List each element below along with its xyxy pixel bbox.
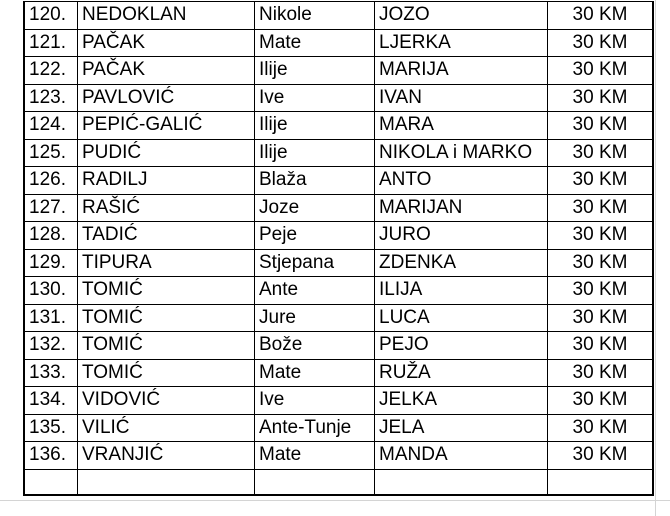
table-row xyxy=(24,249,653,277)
empty-row xyxy=(24,469,653,495)
cell-father-name[interactable]: Joze xyxy=(255,194,375,222)
cell-father-name[interactable]: Mate xyxy=(255,359,375,387)
empty-cell[interactable] xyxy=(24,469,78,495)
cell-father-name[interactable]: Mate xyxy=(255,29,375,57)
cell-last-name[interactable]: TOMIĆ xyxy=(78,277,255,305)
cell-number[interactable]: 130. xyxy=(24,277,78,305)
empty-cell[interactable] xyxy=(78,469,255,495)
cell-number[interactable]: 135. xyxy=(24,414,78,442)
cell-father-name[interactable]: Ilije xyxy=(255,112,375,140)
cell-number[interactable]: 125. xyxy=(24,139,78,167)
cell-number[interactable]: 133. xyxy=(24,359,78,387)
table-row xyxy=(24,442,653,470)
cell-father-name[interactable]: Ilije xyxy=(255,139,375,167)
cell-amount[interactable]: 30 KM xyxy=(548,277,654,305)
table-row xyxy=(24,112,653,140)
cell-number[interactable]: 124. xyxy=(24,112,78,140)
cell-amount[interactable]: 30 KM xyxy=(548,222,654,250)
cell-last-name[interactable]: TOMIĆ xyxy=(78,304,255,332)
cell-amount[interactable]: 30 KM xyxy=(548,304,654,332)
table-row xyxy=(24,222,653,250)
cell-amount[interactable]: 30 KM xyxy=(548,84,654,112)
cell-number[interactable]: 128. xyxy=(24,222,78,250)
cell-number[interactable]: 120. xyxy=(24,2,78,30)
table-row xyxy=(24,332,653,360)
cell-amount[interactable]: 30 KM xyxy=(548,442,654,470)
cell-last-name[interactable]: RADILJ xyxy=(78,167,255,195)
cell-amount[interactable]: 30 KM xyxy=(548,29,654,57)
cell-father-name[interactable]: Blaža xyxy=(255,167,375,195)
cell-amount[interactable]: 30 KM xyxy=(548,387,654,415)
cell-first-name[interactable]: ZDENKA xyxy=(375,249,548,277)
gridline xyxy=(655,0,656,516)
cell-first-name[interactable]: ILIJA xyxy=(375,277,548,305)
cell-father-name[interactable]: Ante xyxy=(255,277,375,305)
table-row xyxy=(24,414,653,442)
empty-cell[interactable] xyxy=(548,469,654,495)
cell-amount[interactable]: 30 KM xyxy=(548,194,654,222)
cell-first-name[interactable]: ANTO xyxy=(375,167,548,195)
cell-amount[interactable]: 30 KM xyxy=(548,359,654,387)
cell-number[interactable]: 132. xyxy=(24,332,78,360)
cell-number[interactable]: 122. xyxy=(24,57,78,85)
cell-first-name[interactable]: JOZO xyxy=(375,2,548,30)
table-row xyxy=(24,387,653,415)
cell-amount[interactable]: 30 KM xyxy=(548,332,654,360)
cell-father-name[interactable]: Jure xyxy=(255,304,375,332)
table-row xyxy=(24,277,653,305)
cell-father-name[interactable]: Peje xyxy=(255,222,375,250)
table-row xyxy=(24,139,653,167)
cell-amount[interactable]: 30 KM xyxy=(548,112,654,140)
cell-father-name[interactable]: Mate xyxy=(255,442,375,470)
cell-last-name[interactable]: PEPIĆ-GALIĆ xyxy=(78,112,255,140)
data-table xyxy=(23,1,654,496)
table-row xyxy=(24,57,653,85)
cell-last-name[interactable]: TADIĆ xyxy=(78,222,255,250)
empty-cell[interactable] xyxy=(375,469,548,495)
table-row xyxy=(24,167,653,195)
cell-father-name[interactable]: Ive xyxy=(255,84,375,112)
cell-father-name[interactable]: Ante-Tunje xyxy=(255,414,375,442)
cell-father-name[interactable]: Ilije xyxy=(255,57,375,85)
cell-last-name[interactable]: PAČAK xyxy=(78,29,255,57)
cell-last-name[interactable]: PUDIĆ xyxy=(78,139,255,167)
cell-number[interactable]: 129. xyxy=(24,249,78,277)
cell-number[interactable]: 134. xyxy=(24,387,78,415)
cell-amount[interactable]: 30 KM xyxy=(548,57,654,85)
cell-first-name[interactable]: LUCA xyxy=(375,304,548,332)
cell-last-name[interactable]: TIPURA xyxy=(78,249,255,277)
cell-first-name[interactable]: JURO xyxy=(375,222,548,250)
empty-cell[interactable] xyxy=(255,469,375,495)
cell-first-name[interactable]: MARA xyxy=(375,112,548,140)
cell-last-name[interactable]: RAŠIĆ xyxy=(78,194,255,222)
cell-first-name[interactable]: IVAN xyxy=(375,84,548,112)
cell-first-name[interactable]: NIKOLA i MARKO xyxy=(375,139,548,167)
cell-first-name[interactable]: MARIJAN xyxy=(375,194,548,222)
table-row xyxy=(24,359,653,387)
cell-number[interactable]: 123. xyxy=(24,84,78,112)
cell-number[interactable]: 121. xyxy=(24,29,78,57)
cell-father-name[interactable]: Stjepana xyxy=(255,249,375,277)
cell-amount[interactable]: 30 KM xyxy=(548,2,654,30)
cell-first-name[interactable]: RUŽA xyxy=(375,359,548,387)
cell-first-name[interactable]: MANDA xyxy=(375,442,548,470)
cell-number[interactable]: 131. xyxy=(24,304,78,332)
cell-last-name[interactable]: VILIĆ xyxy=(78,414,255,442)
cell-first-name[interactable]: LJERKA xyxy=(375,29,548,57)
cell-number[interactable]: 126. xyxy=(24,167,78,195)
gridline xyxy=(0,500,670,501)
cell-first-name[interactable]: MARIJA xyxy=(375,57,548,85)
cell-last-name[interactable]: TOMIĆ xyxy=(78,359,255,387)
cell-amount[interactable]: 30 KM xyxy=(548,167,654,195)
cell-number[interactable]: 136. xyxy=(24,442,78,470)
table-row xyxy=(24,194,653,222)
cell-last-name[interactable]: TOMIĆ xyxy=(78,332,255,360)
cell-amount[interactable]: 30 KM xyxy=(548,249,654,277)
cell-father-name[interactable]: Ive xyxy=(255,387,375,415)
table-row xyxy=(24,2,653,30)
cell-last-name[interactable]: NEDOKLAN xyxy=(78,2,255,30)
cell-last-name[interactable]: PAVLOVIĆ xyxy=(78,84,255,112)
cell-father-name[interactable]: Bože xyxy=(255,332,375,360)
table-row xyxy=(24,84,653,112)
cell-father-name[interactable]: Nikole xyxy=(255,2,375,30)
cell-amount[interactable]: 30 KM xyxy=(548,414,654,442)
cell-last-name[interactable]: PAČAK xyxy=(78,57,255,85)
cell-amount[interactable]: 30 KM xyxy=(548,139,654,167)
cell-first-name[interactable]: PEJO xyxy=(375,332,548,360)
cell-first-name[interactable]: JELKA xyxy=(375,387,548,415)
cell-last-name[interactable]: VIDOVIĆ xyxy=(78,387,255,415)
cell-last-name[interactable]: VRANJIĆ xyxy=(78,442,255,470)
cell-first-name[interactable]: JELA xyxy=(375,414,548,442)
table-row xyxy=(24,29,653,57)
table-body xyxy=(24,2,653,495)
table-row xyxy=(24,304,653,332)
cell-number[interactable]: 127. xyxy=(24,194,78,222)
